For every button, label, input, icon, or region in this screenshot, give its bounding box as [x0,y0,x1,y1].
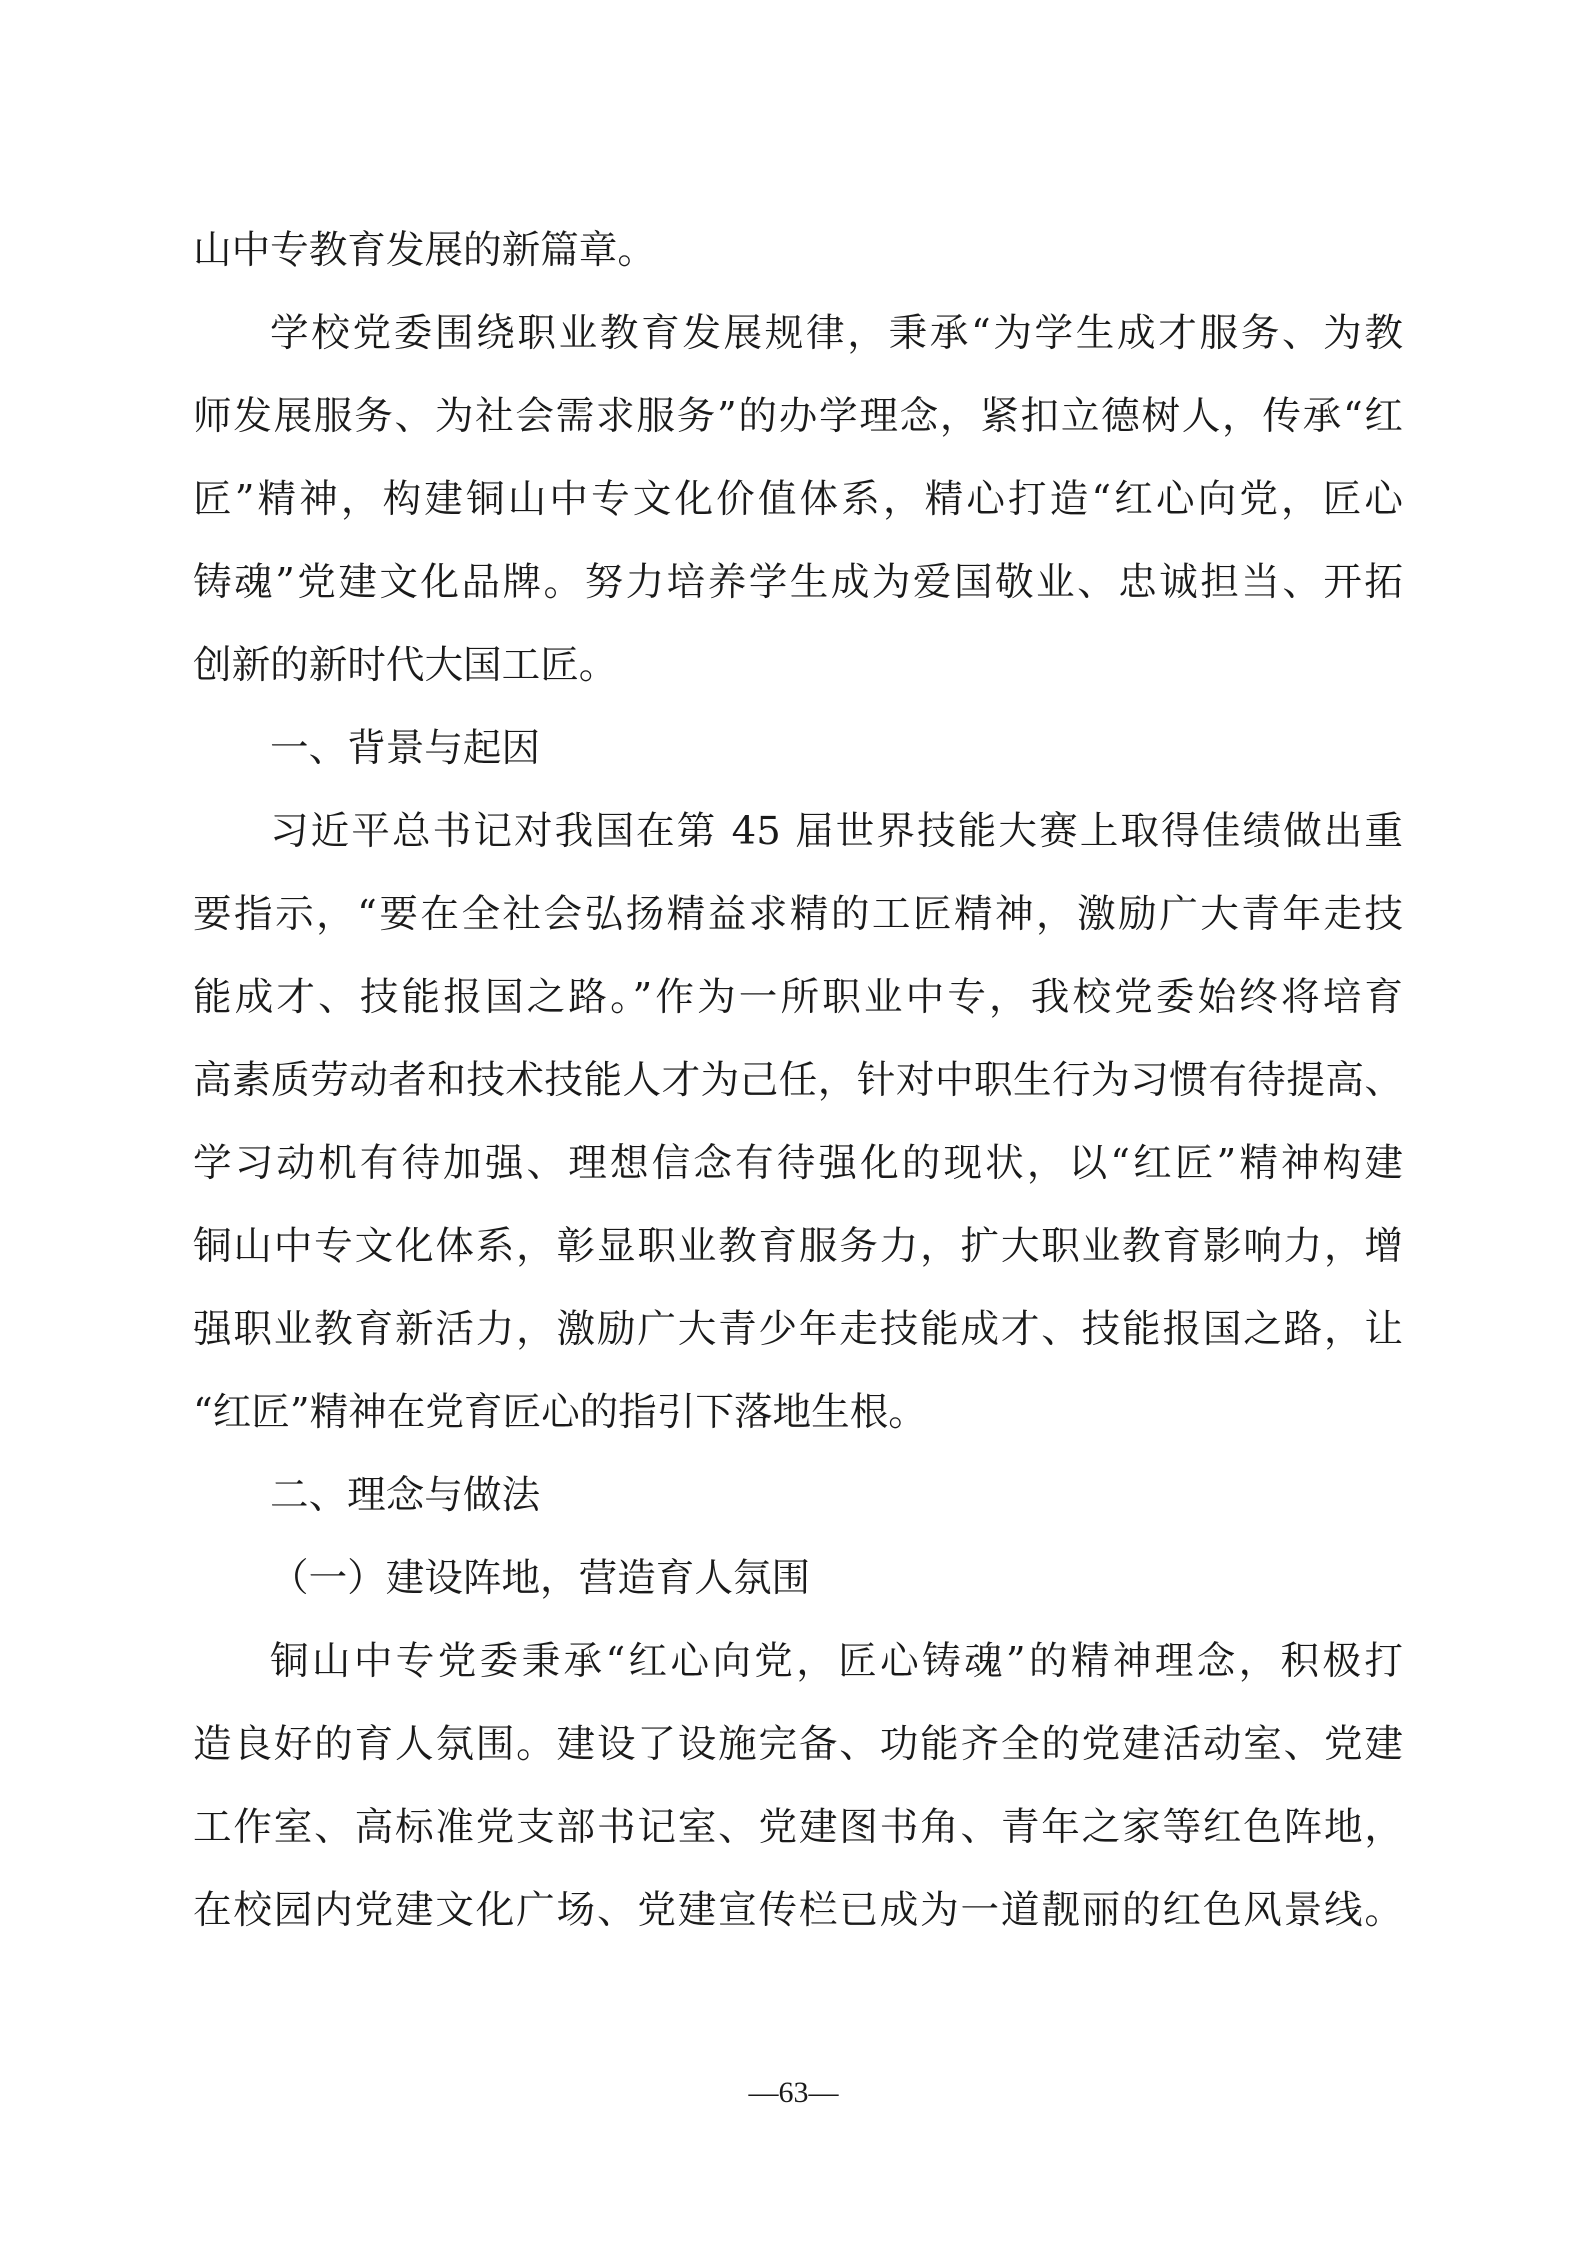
text-line: 匠”精神，构建铜山中专文化价值体系，精心打造“红心向党，匠心 [193,477,1403,522]
page-body [193,226,1403,1969]
subsection-heading: （一）建设阵地，营造育人氛围 [270,1556,811,1601]
section-heading: 一、背景与起因 [270,726,541,771]
text-line: 强职业教育新活力，激励广大青少年走技能成才、技能报国之路，让 [193,1307,1403,1352]
text-line: 铸魂”党建文化品牌。努力培养学生成为爱国敬业、忠诚担当、开拓 [193,560,1403,605]
text-line: 山中专教育发展的新篇章。 [193,228,656,273]
section-heading: 二、理念与做法 [270,1473,541,1518]
text-line: 习近平总书记对我国在第 45 届世界技能大赛上取得佳绩做出重 [270,809,1403,854]
text-line: 造良好的育人氛围。建设了设施完备、功能齐全的党建活动室、党建 [193,1722,1403,1767]
text-line: 要指示，“要在全社会弘扬精益求精的工匠精神，激励广大青年走技 [193,892,1403,937]
text-line: 师发展服务、为社会需求服务”的办学理念，紧扣立德树人，传承“红 [193,394,1403,439]
text-line: 铜山中专文化体系，彰显职业教育服务力，扩大职业教育影响力，增 [193,1224,1403,1269]
text-line: 学校党委围绕职业教育发展规律，秉承“为学生成才服务、为教 [270,311,1403,356]
text-line: 在校园内党建文化广场、党建宣传栏已成为一道靓丽的红色风景线。 [193,1888,1403,1933]
page-number: —63— [748,2076,839,2109]
text-line: 学习动机有待加强、理想信念有待强化的现状，以“红匠”精神构建 [193,1141,1403,1186]
text-line: 高素质劳动者和技术技能人才为己任，针对中职生行为习惯有待提高、 [193,1058,1403,1103]
text-line: 工作室、高标准党支部书记室、党建图书角、青年之家等红色阵地， [193,1805,1403,1850]
text-line: 创新的新时代大国工匠。 [193,643,618,688]
text-line: 能成才、技能报国之路。”作为一所职业中专，我校党委始终将培育 [193,975,1403,1020]
text-line: “红匠”精神在党育匠心的指引下落地生根。 [193,1390,927,1435]
text-line: 铜山中专党委秉承“红心向党，匠心铸魂”的精神理念，积极打 [270,1639,1403,1684]
